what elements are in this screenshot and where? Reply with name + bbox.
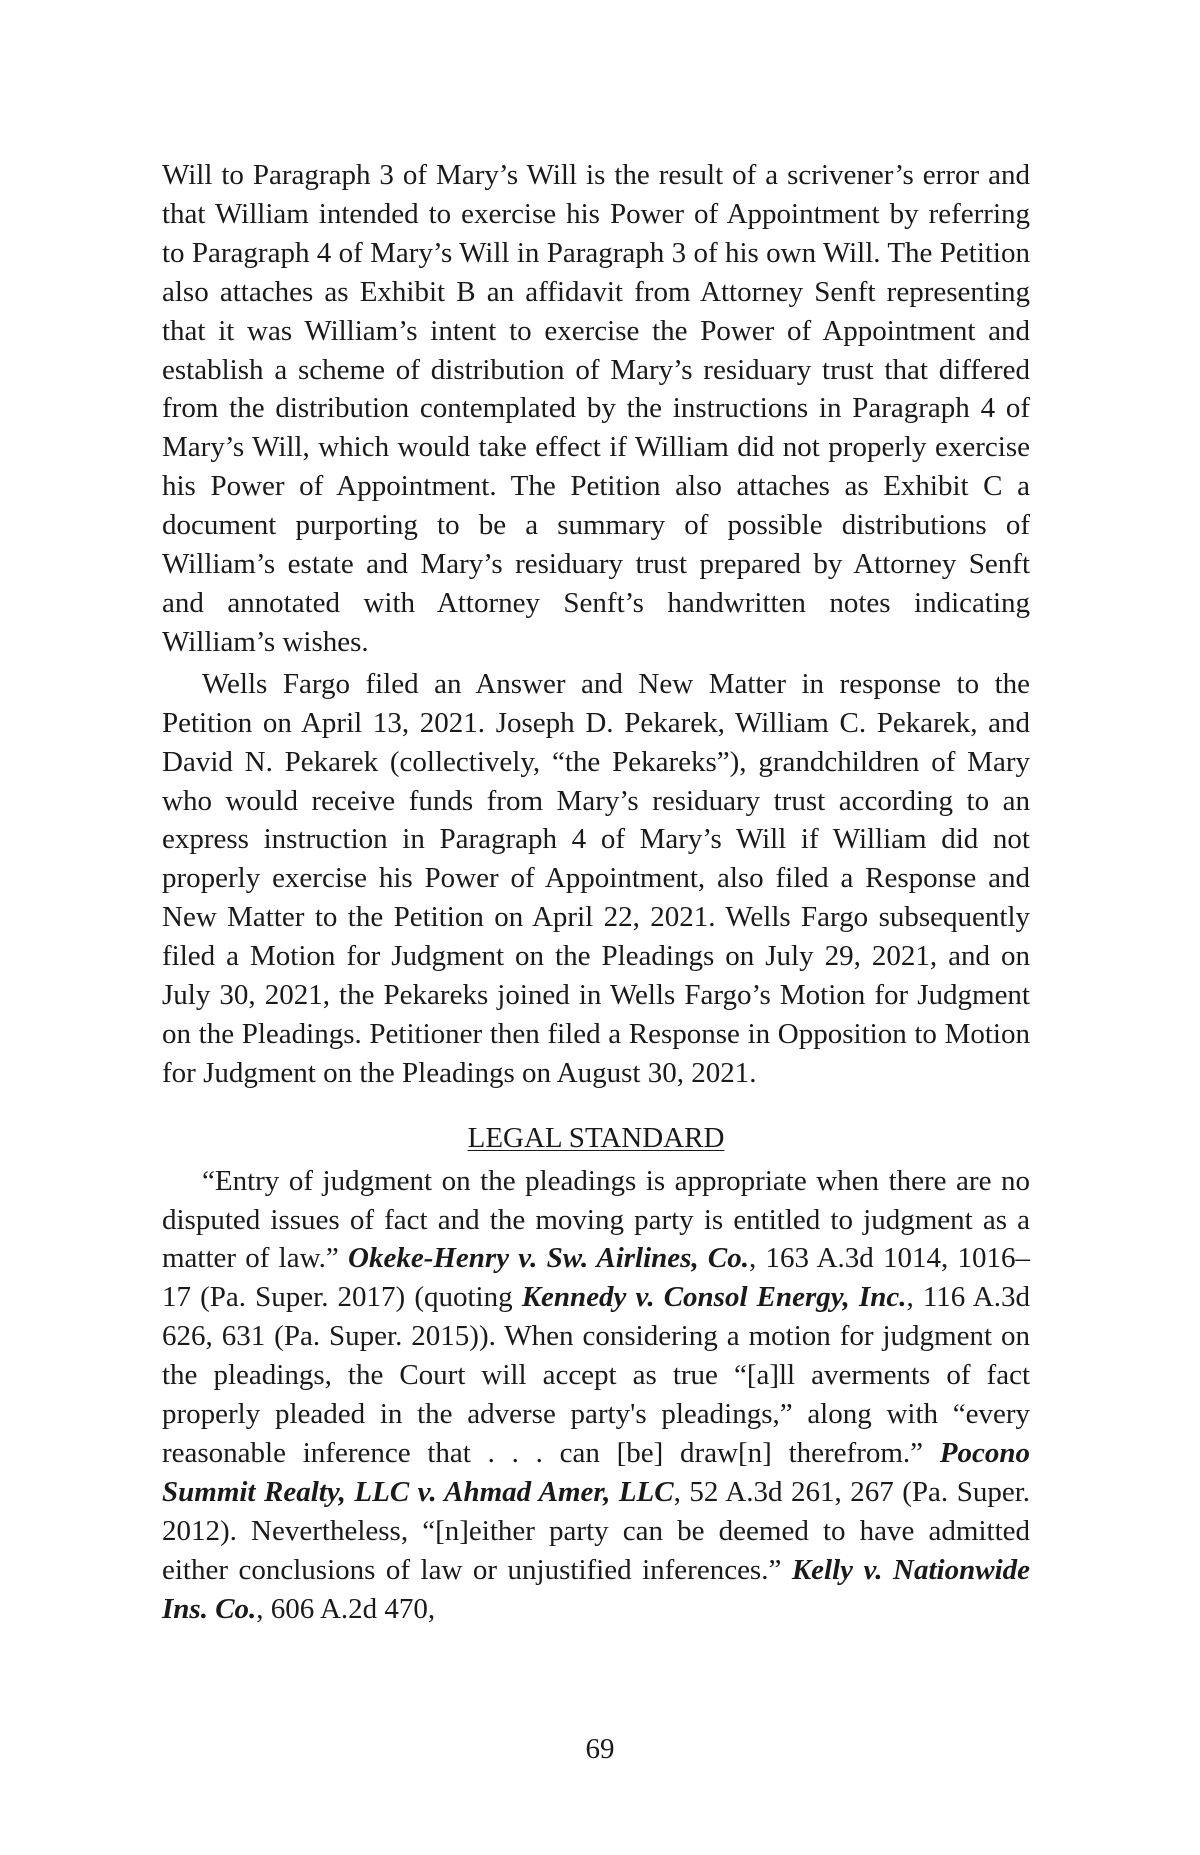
paragraph-legal-standard <box>162 1162 1030 1629</box>
text-run: , 52 A.3d 261, 267 (Pa. Super. 2012). Nevertheless, “[n]either party can be deemed to have admitted either conclusions of law or unjustified inferences.” <box>162 1475 1030 1586</box>
case-citation-pocono-summit: Pocono Summit Realty, LLC v. Ahmad Amer, LLC <box>162 1437 1030 1508</box>
text-run: “Entry of judgment on the pleadings is appropriate when there are no disputed issues of fact and the moving party is entitled to judgment as a matter of law.” <box>162 1164 1030 1275</box>
case-citation-kelly: Kelly v. Nationwide Ins. Co. <box>162 1553 1030 1625</box>
case-citation-okeke-henry: Okeke-Henry v. Sw. Airlines, Co. <box>348 1242 750 1275</box>
text-run: , 606 A.2d 470, <box>256 1592 436 1625</box>
page-number: 69 <box>585 1733 615 1765</box>
paragraph-procedural-history: Wells Fargo filed an Answer and New Matter in response to the Petition on April 13, 2021. Joseph D. Pekarek, William C. Pekarek, and David N. Pekarek (collectively, “the Pekareks”), grandchildren of Mary who would receive funds from Mary’s residuary trust according to an express instruction in Paragraph 4 of Mary’s Will if William did not properly exercise his Power of Appointment, also filed a Response and New Matter to the Petition on April 22, 2021. Wells Fargo subsequently filed a Motion for Judgment on the Pleadings on July 29, 2021, and on July 30, 2021, the Pekareks joined in Wells Fargo’s Motion for Judgment on the Pleadings. Petitioner then filed a Response in Opposition to Motion for Judgment on the Pleadings on August 30, 2021. <box>162 667 1030 1089</box>
body-text <box>162 156 1030 1629</box>
text-run: , 116 A.3d 626, 631 (Pa. Super. 2015)). When considering a motion for judgment on the pleadings, the Court will accept as true “[a]ll averments of fact properly pleaded in the adverse party's pleadings,” along with “every reasonable inference that . . . can [be] draw[n] therefrom.” <box>162 1281 1030 1469</box>
text-run: , 163 A.3d 1014, 1016–17 (Pa. Super. 2017) (quoting <box>162 1242 1031 1314</box>
paragraph-petition-exhibits: Will to Paragraph 3 of Mary’s Will is the result of a scrivener’s error and that William intended to exercise his Power of Appointment by referring to Paragraph 4 of Mary’s Will in Paragraph 3 of his own Will. The Petition also attaches as Exhibit B an affidavit from Attorney Senft representing that it was William’s intent to exercise the Power of Appointment and establish a scheme of distribution of Mary’s residuary trust that differed from the distribution contemplated by the instructions in Paragraph 4 of Mary’s Will, which would take effect if William did not properly exercise his Power of Appointment. The Petition also attaches as Exhibit C a document purporting to be a summary of possible distributions of William’s estate and Mary’s residuary trust prepared by Attorney Senft and annotated with Attorney Senft’s handwritten notes indicating William’s wishes. <box>162 159 1030 658</box>
case-citation-kennedy: Kennedy v. Consol Energy, Inc. <box>521 1281 907 1314</box>
section-heading-legal-standard: LEGAL STANDARD <box>467 1121 725 1154</box>
